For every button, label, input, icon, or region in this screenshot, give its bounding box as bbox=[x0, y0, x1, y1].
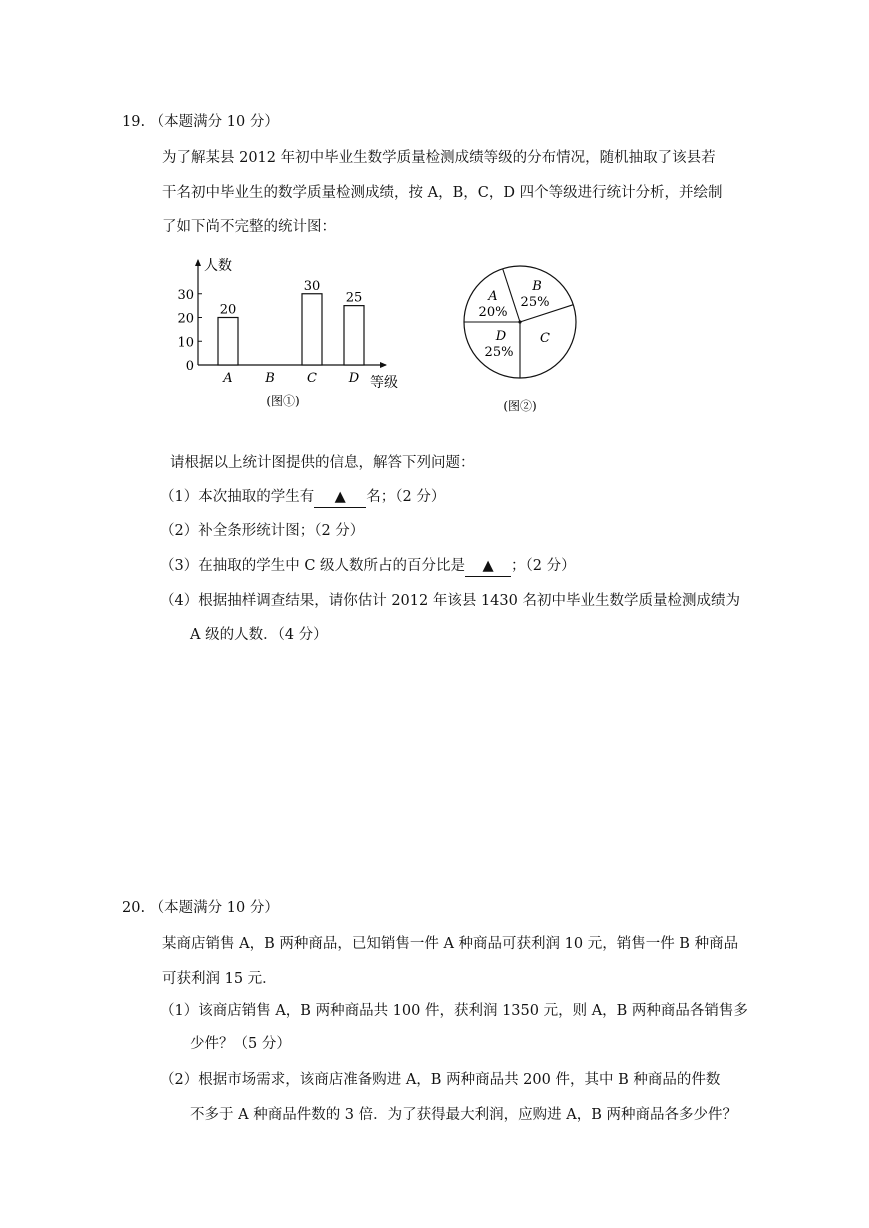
data-label-A: 20 bbox=[219, 302, 237, 318]
q19-part-4-line-2: A 级的人数．（4 分） bbox=[190, 627, 328, 643]
pie-label-B: B bbox=[532, 279, 542, 294]
pie-label-C: C bbox=[540, 331, 550, 346]
pie-center bbox=[518, 320, 521, 323]
x-tick-label: D bbox=[348, 371, 360, 386]
pie-percent-A: 20% bbox=[478, 305, 508, 320]
q19-prompt: 请根据以上统计图提供的信息，解答下列问题： bbox=[170, 455, 475, 471]
y-tick-label: 20 bbox=[177, 311, 194, 327]
q19-part-3 bbox=[160, 556, 576, 577]
answer-blank-2[interactable]: ▲ bbox=[465, 556, 511, 577]
q19-number: 19. bbox=[122, 114, 146, 130]
pie-chart bbox=[455, 258, 595, 420]
bar-C bbox=[302, 294, 322, 365]
q19-intro-line-3: 了如下尚不完整的统计图： bbox=[162, 219, 336, 235]
q20-header bbox=[122, 898, 279, 918]
data-label-C: 30 bbox=[303, 278, 321, 294]
q19-score: （本题满分 10 分） bbox=[149, 114, 279, 130]
pie-label-D: D bbox=[495, 329, 507, 344]
q19-part-3-text: （3）在抽取的学生中 C 级人数所占的百分比是 bbox=[160, 558, 466, 574]
y-axis-label: 人数 bbox=[204, 258, 232, 274]
bar-chart bbox=[168, 250, 418, 420]
q20-part-2-line-1: （2）根据市场需求，该商店准备购进 A，B 两种商品共 200 件，其中 B 种商品的件数 bbox=[160, 1072, 721, 1088]
q20-part-1-line-1: （1）该商店销售 A，B 两种商品共 100 件，获利润 1350 元，则 A，B 两种商品各销售多 bbox=[160, 1003, 748, 1019]
bar-A bbox=[218, 318, 238, 366]
q19-part-3-suffix: ；（2 分） bbox=[511, 558, 576, 574]
x-tick-label: A bbox=[223, 371, 233, 386]
q19-part-1 bbox=[160, 487, 445, 508]
answer-blank-1[interactable]: ▲ bbox=[314, 487, 366, 508]
q19-header bbox=[122, 112, 279, 132]
x-tick-label: B bbox=[265, 371, 275, 386]
q19-intro-line-2: 干名初中毕业生的数学质量检测成绩，按 A，B，C，D 四个等级进行统计分析，并绘制 bbox=[162, 185, 723, 201]
q19-part-1-text: （1）本次抽取的学生有 bbox=[160, 489, 315, 505]
q19-intro-line-1: 为了解某县 2012 年初中毕业生数学质量检测成绩等级的分布情况，随机抽取了该县若 bbox=[162, 150, 716, 166]
x-axis-label: 等级 bbox=[370, 375, 398, 391]
x-tick-label: C bbox=[307, 371, 317, 386]
q20-part-1-line-2: 少件？（5 分） bbox=[190, 1036, 291, 1052]
q20-intro-line-1: 某商店销售 A，B 两种商品，已知销售一件 A 种商品可获利润 10 元，销售一件 B 种商品 bbox=[162, 936, 739, 952]
pie-percent-B: 25% bbox=[520, 295, 550, 310]
pie-chart-caption: (图②) bbox=[503, 399, 537, 413]
y-axis-arrow bbox=[195, 259, 201, 266]
bar-D bbox=[344, 306, 364, 365]
data-label-D: 25 bbox=[345, 290, 363, 306]
q19-part-2: （2）补全条形统计图；（2 分） bbox=[160, 523, 365, 539]
q19-part-4-line-1: （4）根据抽样调查结果，请你估计 2012 年该县 1430 名初中毕业生数学质量检测成绩为 bbox=[160, 593, 740, 609]
x-axis-arrow bbox=[380, 362, 387, 368]
pie-label-A: A bbox=[488, 289, 498, 304]
q20-number: 20. bbox=[122, 900, 146, 916]
y-tick-label: 10 bbox=[177, 335, 194, 351]
q19-part-1-suffix: 名；（2 分） bbox=[366, 489, 446, 505]
y-tick-label: 30 bbox=[177, 287, 194, 303]
q20-part-2-line-2: 不多于 A 种商品件数的 3 倍．为了获得最大利润，应购进 A，B 两种商品各多少件？ bbox=[190, 1107, 737, 1123]
bar-chart-caption: (图①) bbox=[266, 394, 300, 408]
y-tick-label: 0 bbox=[185, 359, 194, 374]
q20-intro-line-2: 可获利润 15 元． bbox=[162, 971, 277, 987]
q20-score: （本题满分 10 分） bbox=[149, 900, 279, 916]
pie-percent-D: 25% bbox=[484, 345, 514, 360]
